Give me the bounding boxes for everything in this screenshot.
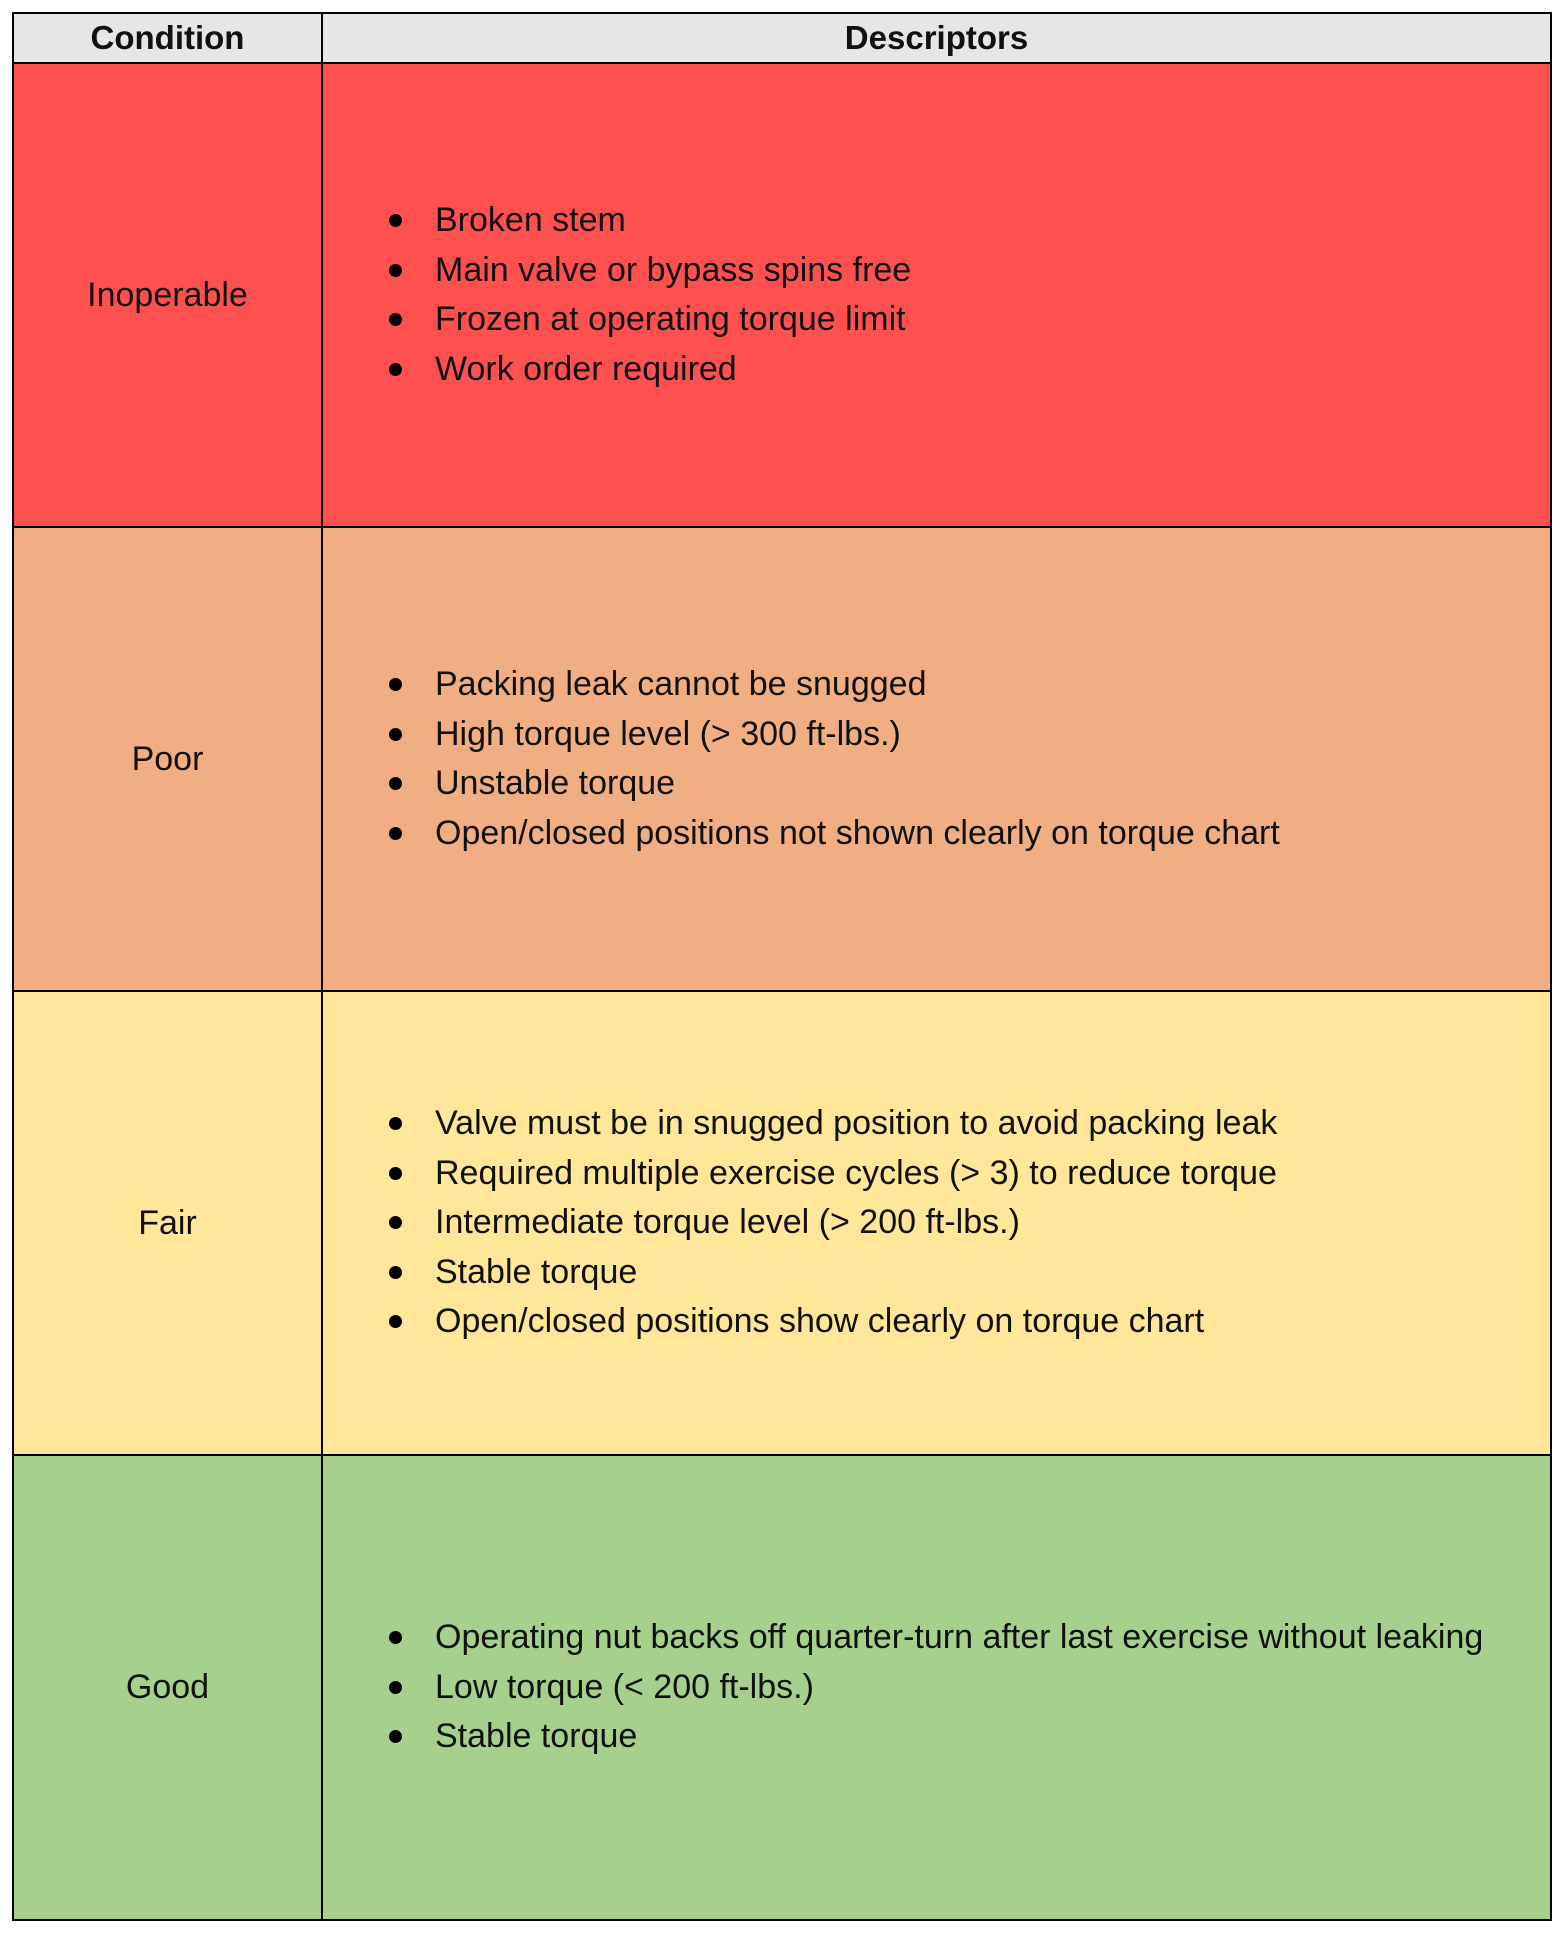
descriptors-cell-good <box>323 1456 1550 1919</box>
bullet-icon <box>389 1631 402 1644</box>
bullet-icon <box>389 363 402 376</box>
descriptor-item <box>383 1663 1483 1713</box>
column-header-condition <box>14 14 323 64</box>
descriptor-text: Packing leak cannot be snugged <box>435 665 927 703</box>
bullet-icon <box>389 1315 402 1328</box>
bullet-icon <box>389 264 402 277</box>
descriptors-cell-fair <box>323 992 1550 1456</box>
condition-label: Inoperable <box>87 275 248 314</box>
descriptor-text: Intermediate torque level (> 200 ft-lbs.) <box>435 1203 1020 1242</box>
descriptor-text: Required multiple exercise cycles (> 3) to reduce torque <box>435 1153 1277 1192</box>
descriptor-text: Open/closed positions show clearly on torque chart <box>435 1302 1205 1341</box>
descriptor-text: Stable torque <box>435 1717 638 1756</box>
descriptor-item <box>383 1712 1483 1762</box>
condition-cell-poor <box>14 528 323 992</box>
bullet-icon <box>389 678 402 691</box>
descriptor-text: Operating nut backs off quarter-turn after last exercise without leaking <box>435 1618 1484 1657</box>
descriptor-item <box>383 759 1280 809</box>
descriptor-item <box>383 345 911 395</box>
bullet-icon <box>389 728 402 741</box>
descriptor-item <box>383 710 1280 760</box>
condition-label: Good <box>125 1668 210 1706</box>
condition-cell-fair <box>14 992 323 1456</box>
descriptor-text: Valve must be in snugged position to avoid packing leak <box>435 1104 1278 1143</box>
descriptor-item <box>383 295 911 345</box>
condition-cell-inoperable <box>14 64 323 528</box>
descriptor-item <box>383 809 1280 859</box>
bullet-icon <box>389 777 402 790</box>
descriptor-text: Open/closed positions not shown clearly on torque chart <box>435 813 1280 852</box>
descriptor-text: Low torque (< 200 ft-lbs.) <box>435 1667 814 1706</box>
descriptor-text: Broken stem <box>435 201 626 239</box>
condition-label: Fair <box>138 1203 197 1242</box>
bullet-icon <box>389 1216 402 1229</box>
descriptor-item <box>383 1613 1483 1663</box>
descriptor-item <box>383 1297 1277 1347</box>
bullet-icon <box>389 1266 402 1279</box>
descriptors-cell-poor <box>323 528 1550 992</box>
bullet-icon <box>389 1167 402 1180</box>
bullet-icon <box>389 827 402 840</box>
descriptor-list <box>323 1099 1317 1347</box>
descriptor-list <box>323 1613 1523 1762</box>
descriptor-item <box>383 246 911 296</box>
bullet-icon <box>389 1117 402 1130</box>
bullet-icon <box>389 1681 402 1694</box>
descriptors-cell-inoperable <box>323 64 1550 528</box>
descriptor-item <box>383 1248 1277 1298</box>
descriptor-item <box>383 1149 1277 1199</box>
descriptor-item <box>383 660 1280 710</box>
descriptor-item <box>383 1198 1277 1248</box>
descriptor-item <box>383 1099 1277 1149</box>
descriptor-item <box>383 196 911 246</box>
descriptor-text: Unstable torque <box>435 764 676 802</box>
bullet-icon <box>389 313 402 326</box>
column-header-descriptors <box>323 14 1550 64</box>
descriptor-text: Stable torque <box>435 1252 638 1291</box>
descriptor-text: High torque level (> 300 ft-lbs.) <box>435 714 901 753</box>
bullet-icon <box>389 1730 402 1743</box>
column-header-condition-label: Condition <box>90 19 245 56</box>
column-header-descriptors-label: Descriptors <box>844 19 1029 56</box>
descriptor-list <box>323 660 1320 858</box>
bullet-icon <box>389 214 402 227</box>
descriptor-text: Frozen at operating torque limit <box>435 300 906 338</box>
condition-cell-good <box>14 1456 323 1919</box>
condition-label: Poor <box>131 739 204 778</box>
descriptor-text: Work order required <box>435 349 737 388</box>
condition-descriptors-table <box>12 12 1552 1921</box>
descriptor-list <box>323 196 951 394</box>
descriptor-text: Main valve or bypass spins free <box>435 250 912 289</box>
